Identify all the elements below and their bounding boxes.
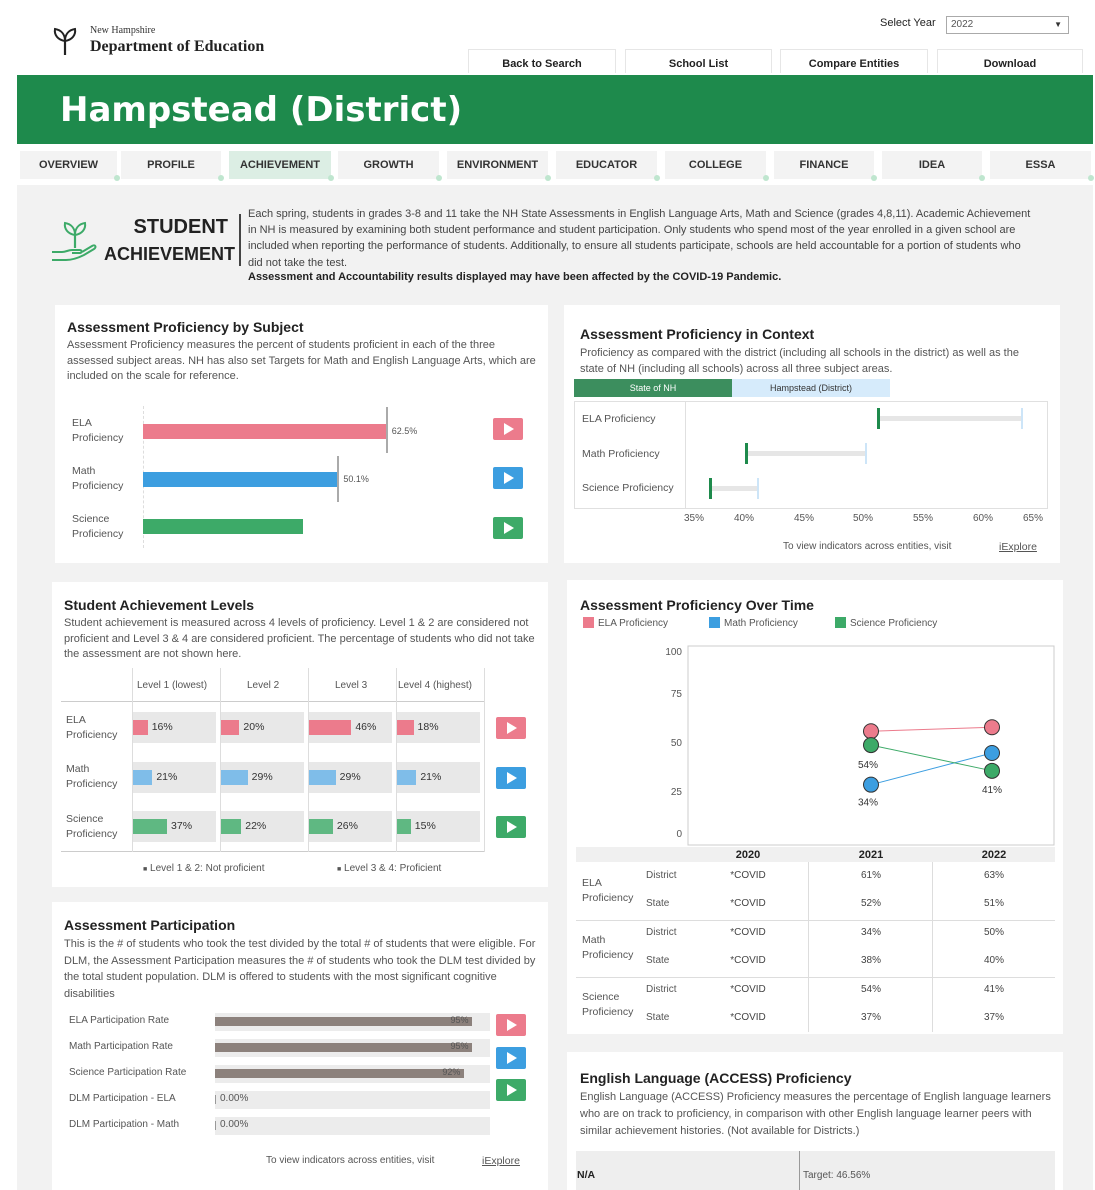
intro-heading-achievement: ACHIEVEMENT <box>104 244 236 264</box>
context-tick: 50% <box>853 513 874 524</box>
level-bar <box>221 819 241 834</box>
level-value: 16% <box>151 721 173 733</box>
participation-label: DLM Participation - ELA <box>69 1093 176 1104</box>
access-target-line <box>799 1151 800 1190</box>
participation-bar <box>215 1095 216 1104</box>
org-name: Department of Education <box>90 38 265 55</box>
level-bar <box>133 819 167 834</box>
context-science-label: Science Proficiency <box>582 482 674 494</box>
data-point[interactable] <box>864 777 879 792</box>
participation-title: Assessment Participation <box>64 917 236 933</box>
table-cell: 63% <box>983 870 1004 881</box>
ela-range-bar <box>878 416 1022 421</box>
participation-science-play-button[interactable] <box>496 1079 526 1101</box>
participation-label: ELA Participation Rate <box>69 1015 170 1026</box>
legend-ela: ELA Proficiency <box>583 617 668 629</box>
table-cell: 50% <box>983 927 1004 938</box>
participation-value: 95% <box>450 1015 469 1025</box>
select-year-label: Select Year <box>880 17 936 29</box>
participation-desc: This is the # of students who took the test divided by the total # of students that were eligible. For DLM, the Assessment Participation measures the # of students who took the DLM test divided by the total student population. DLM is offered to students with the most significant cognitive disabilities <box>64 938 536 1000</box>
level-bar <box>221 720 239 735</box>
context-tick: 35% <box>684 513 705 524</box>
achievement-levels-desc: Student achievement is measured across 4 levels of proficiency. Level 1 & 2 are considered not proficient and Level 3 & 4 are considered proficient. The percentage of students who did not take the assessment are not shown here. <box>64 617 535 660</box>
level-value: 46% <box>355 721 377 733</box>
participation-footer-text: To view indicators across entities, visit <box>266 1155 435 1166</box>
ela-row-label: ELA Proficiency <box>72 417 124 444</box>
data-point[interactable] <box>985 763 1000 778</box>
levels-header: Level 1 (lowest) <box>137 680 208 691</box>
intro-divider <box>239 214 241 266</box>
intro-text: Each spring, students in grades 3-8 and 11 take the NH State Assessments in English Language Arts, Math and Science (grades 4,8,11). Academic Achievement in NH is measured by examining both student performance and student participation. Only students who spend most of the year enrolled in a given school are included when reporting the performance of students. Additionally, to ensure all students participate, schools are held accountable for a portion of students who did not take the test. <box>248 208 1031 269</box>
table-divider <box>576 920 1055 921</box>
table-row-type: District <box>646 984 677 995</box>
level-value: 29% <box>339 771 361 783</box>
school-list-button[interactable]: School List <box>625 49 772 73</box>
tab-label: ACHIEVEMENT <box>239 159 321 171</box>
math-target-line <box>337 456 339 502</box>
science-proficiency-bar <box>143 519 303 534</box>
level-bar <box>221 770 248 785</box>
data-point[interactable] <box>864 724 879 739</box>
math-proficiency-bar <box>143 472 338 487</box>
level-bar <box>133 720 148 735</box>
table-row-type: State <box>646 955 670 966</box>
science-state-marker <box>709 478 712 499</box>
levels-col-sep <box>484 668 485 852</box>
org-name-small: New Hampshire <box>90 25 156 36</box>
context-math-label: Math Proficiency <box>582 448 660 460</box>
tab-label: ENVIRONMENT <box>456 159 539 171</box>
level-value: 20% <box>243 721 265 733</box>
context-tick: 45% <box>794 513 815 524</box>
tab-achievement[interactable] <box>229 151 331 179</box>
participation-bar-bg <box>215 1117 490 1135</box>
tab-educator[interactable] <box>556 151 657 179</box>
participation-label: DLM Participation - Math <box>69 1119 180 1130</box>
table-cell: 37% <box>983 1012 1004 1023</box>
level-value: 37% <box>171 820 193 832</box>
level-value: 15% <box>414 820 436 832</box>
levels-header-rule <box>61 701 485 702</box>
access-title: English Language (ACCESS) Proficiency <box>580 1070 852 1086</box>
chevron-down-icon: ▼ <box>1054 20 1062 29</box>
legend-district[interactable]: Hampstead (District) <box>732 379 890 397</box>
level-bar <box>309 819 333 834</box>
proficiency-in-context-title: Assessment Proficiency in Context <box>580 326 815 342</box>
ela-target-line <box>386 407 388 453</box>
levels-science-play-button[interactable] <box>496 816 526 838</box>
table-col-divider <box>808 862 809 1032</box>
math-value-label: 50.1% <box>343 474 369 484</box>
context-tick: 60% <box>973 513 994 524</box>
tab-college[interactable] <box>665 151 766 179</box>
year-select[interactable] <box>946 16 1069 34</box>
year-header: 2021 <box>858 849 884 861</box>
ela-proficiency-bar <box>143 424 387 439</box>
levels-math-label: Math Proficiency <box>66 763 118 790</box>
tab-label: ESSA <box>1025 159 1056 171</box>
levels-science-label: Science Proficiency <box>66 813 118 840</box>
level-value: 21% <box>156 771 178 783</box>
level-bar <box>309 720 351 735</box>
tab-idea[interactable] <box>882 151 982 179</box>
tab-label: PROFILE <box>147 159 195 171</box>
data-point[interactable] <box>985 720 1000 735</box>
access-desc: English Language (ACCESS) Proficiency measures the percentage of English language learners who are on track to proficiency, in comparison with other English language learner peers with similar achievement histories. (Not available for Districts.) <box>580 1091 1051 1137</box>
levels-header: Level 3 <box>335 680 368 691</box>
science-district-marker <box>757 478 759 499</box>
levels-bottom-rule <box>61 851 485 852</box>
year-select-value: 2022 <box>951 19 974 30</box>
context-iexplore-link[interactable]: iExplore <box>999 541 1037 553</box>
level-value: 22% <box>245 820 267 832</box>
table-cell: *COVID <box>730 898 766 909</box>
table-col-divider <box>932 862 933 1032</box>
level-value: 18% <box>417 721 439 733</box>
proficiency-in-context-desc: Proficiency as compared with the district (including all schools in the district) as well as the state of NH (including all schools) across all three subject areas. <box>580 347 1019 375</box>
ela-state-marker <box>877 408 880 429</box>
context-chart-axis <box>685 401 686 509</box>
table-row-type: District <box>646 870 677 881</box>
tab-overview[interactable] <box>20 151 117 179</box>
participation-value: 92% <box>442 1067 461 1077</box>
series-line <box>871 727 992 731</box>
table-cell: 41% <box>983 984 1004 995</box>
page-title: Hampstead (District) <box>60 90 463 130</box>
table-subject-label: ELA Proficiency <box>582 877 634 904</box>
participation-bar <box>215 1043 472 1052</box>
y-tick: 100 <box>665 647 682 658</box>
tab-growth[interactable] <box>338 151 439 179</box>
tab-label: COLLEGE <box>688 159 743 171</box>
participation-value: 95% <box>450 1041 469 1051</box>
table-subject-label: Science Proficiency <box>582 991 634 1018</box>
context-footer-text: To view indicators across entities, visit <box>783 541 952 552</box>
tab-environment[interactable] <box>447 151 548 179</box>
point-label: 54% <box>857 760 879 772</box>
table-cell: 61% <box>860 870 881 881</box>
point-label: 41% <box>981 784 1003 796</box>
math-state-marker <box>745 443 748 464</box>
table-cell: *COVID <box>730 955 766 966</box>
table-divider <box>576 977 1055 978</box>
year-header: 2020 <box>735 849 761 861</box>
table-row-type: State <box>646 898 670 909</box>
levels-ela-play-button[interactable] <box>496 717 526 739</box>
context-tick: 40% <box>734 513 755 524</box>
ela-value-label: 62.5% <box>391 426 418 436</box>
levels-math-play-button[interactable] <box>496 767 526 789</box>
math-row-label: Math Proficiency <box>72 465 124 492</box>
participation-bar-bg <box>215 1091 490 1109</box>
year-header: 2022 <box>981 849 1007 861</box>
participation-math-play-button[interactable] <box>496 1047 526 1069</box>
participation-value: 0.00% <box>220 1119 249 1130</box>
ela-play-button[interactable] <box>493 418 523 440</box>
achievement-levels-title: Student Achievement Levels <box>64 597 255 613</box>
participation-ela-play-button[interactable] <box>496 1014 526 1036</box>
y-tick: 50 <box>670 738 682 749</box>
over-time-line-chart <box>576 640 1056 850</box>
math-play-button[interactable] <box>493 467 523 489</box>
participation-label: Math Participation Rate <box>69 1041 173 1052</box>
download-button[interactable]: Download <box>937 49 1083 73</box>
science-range-bar <box>710 486 758 491</box>
access-target: Target: 46.56% <box>803 1170 871 1181</box>
levels-header: Level 2 <box>247 680 280 691</box>
table-cell: *COVID <box>730 984 766 995</box>
math-district-marker <box>865 443 867 464</box>
level-value: 29% <box>251 771 273 783</box>
level-bar <box>309 770 336 785</box>
tab-label: FINANCE <box>799 159 849 171</box>
table-row-type: State <box>646 1012 670 1023</box>
table-row-type: District <box>646 927 677 938</box>
proficiency-by-subject-desc: Assessment Proficiency measures the percent of students proficient in each of the three assessed subject areas. NH has also set Targets for Math and English Language Arts, which are included on the scale for reference. <box>67 339 536 382</box>
tab-label: OVERVIEW <box>38 159 99 171</box>
y-tick: 25 <box>670 787 682 798</box>
intro-heading-student: STUDENT <box>133 216 228 238</box>
access-value: N/A <box>577 1169 596 1181</box>
context-tick: 55% <box>913 513 934 524</box>
legend-science: Science Proficiency <box>835 617 937 629</box>
context-tick: 65% <box>1023 513 1044 524</box>
legend-state-of-nh[interactable]: State of NH <box>574 379 732 397</box>
levels-ela-label: ELA Proficiency <box>66 714 118 741</box>
table-cell: 40% <box>983 955 1004 966</box>
table-cell: 38% <box>860 955 881 966</box>
table-cell: 34% <box>860 927 881 938</box>
participation-iexplore-link[interactable]: iExplore <box>482 1155 520 1167</box>
compare-entities-button[interactable]: Compare Entities <box>780 49 928 73</box>
science-row-label: Science Proficiency <box>72 513 124 540</box>
covid-notice: Assessment and Accountability results displayed may have been affected by the COVID-19 Pandemic. <box>248 271 782 283</box>
y-tick: 75 <box>670 689 682 700</box>
point-label: 34% <box>857 797 879 809</box>
math-range-bar <box>746 451 866 456</box>
participation-bar <box>215 1017 472 1026</box>
levels-header: Level 4 (highest) <box>398 680 472 691</box>
table-cell: 37% <box>860 1012 881 1023</box>
participation-bar <box>215 1069 464 1078</box>
legend-math: Math Proficiency <box>709 617 798 629</box>
legend-not-proficient: ■ Level 1 & 2: Not proficient <box>143 863 265 874</box>
back-to-search-button[interactable]: Back to Search <box>468 49 616 73</box>
table-cell: 54% <box>860 984 881 995</box>
level-bar <box>133 770 152 785</box>
data-point[interactable] <box>985 746 1000 761</box>
table-cell: *COVID <box>730 870 766 881</box>
level-value: 21% <box>420 771 442 783</box>
proficiency-by-subject-title: Assessment Proficiency by Subject <box>67 319 304 335</box>
table-cell: 51% <box>983 898 1004 909</box>
tab-label: EDUCATOR <box>575 159 638 171</box>
tab-finance[interactable] <box>774 151 874 179</box>
context-ela-label: ELA Proficiency <box>582 413 656 425</box>
tab-label: IDEA <box>918 159 946 171</box>
nh-doe-logo-icon <box>52 26 78 56</box>
level-value: 26% <box>336 820 358 832</box>
science-play-button[interactable] <box>493 517 523 539</box>
participation-bar <box>215 1121 216 1130</box>
participation-label: Science Participation Rate <box>69 1067 187 1078</box>
level-bar <box>397 720 414 735</box>
table-cell: *COVID <box>730 927 766 938</box>
y-tick: 0 <box>676 829 682 840</box>
table-cell: 52% <box>860 898 881 909</box>
table-subject-label: Math Proficiency <box>582 934 634 961</box>
over-time-title: Assessment Proficiency Over Time <box>580 597 814 613</box>
plant-in-hand-icon <box>50 218 100 264</box>
ela-district-marker <box>1021 408 1023 429</box>
participation-value: 0.00% <box>220 1093 249 1104</box>
table-cell: *COVID <box>730 1012 766 1023</box>
level-bar <box>397 770 416 785</box>
tab-profile[interactable] <box>121 151 221 179</box>
data-point[interactable] <box>864 738 879 753</box>
legend-proficient: ■ Level 3 & 4: Proficient <box>337 863 442 874</box>
tab-essa[interactable] <box>990 151 1091 179</box>
tab-label: GROWTH <box>363 159 414 171</box>
level-bar <box>397 819 411 834</box>
